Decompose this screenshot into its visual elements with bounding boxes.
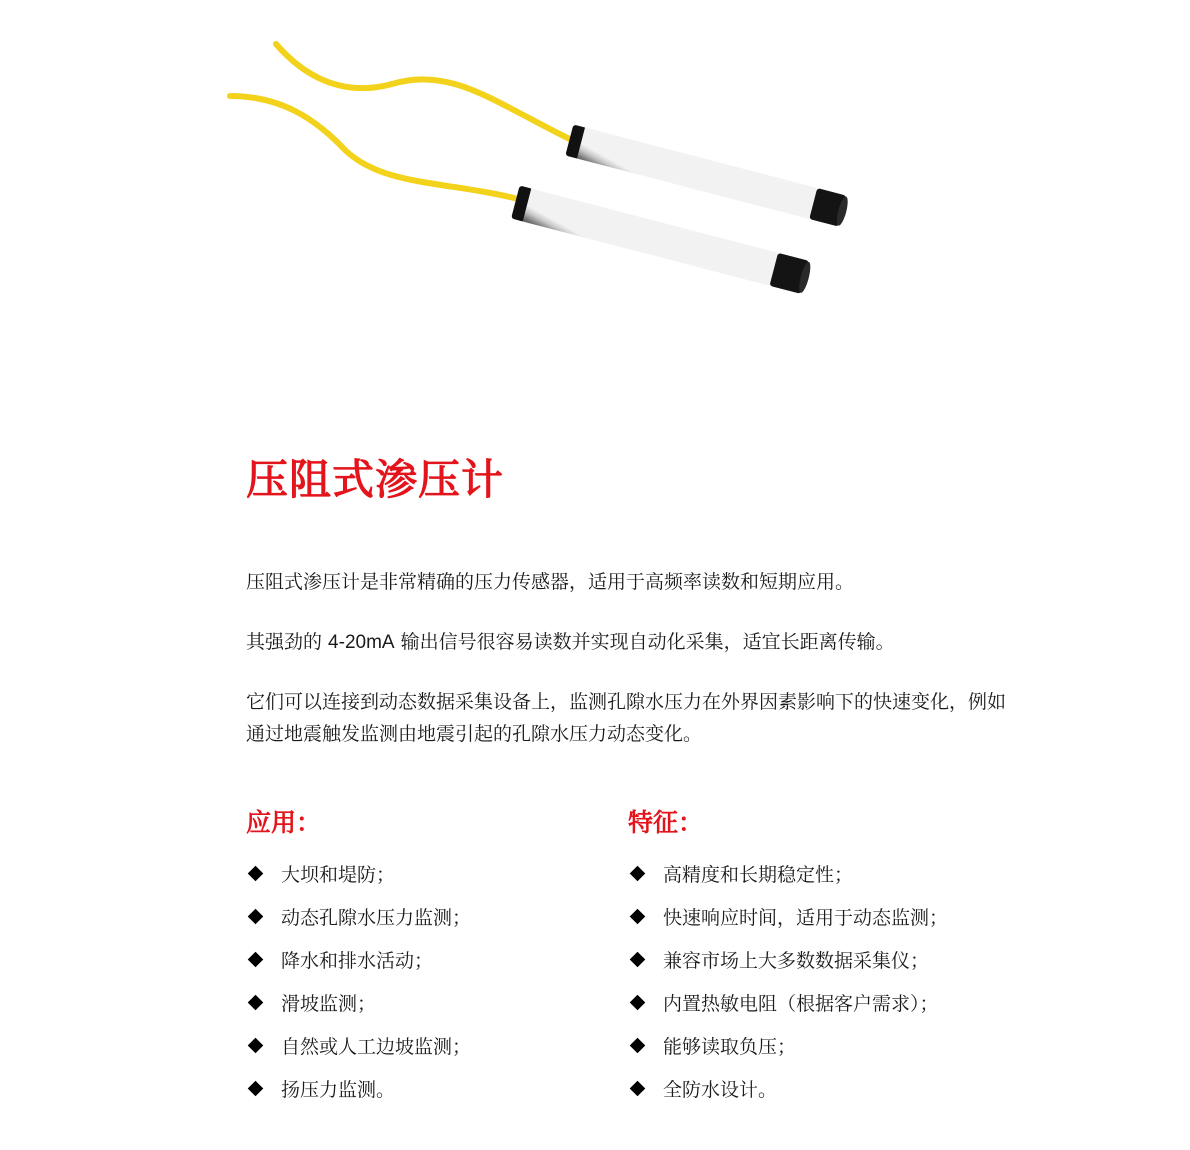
page-title: 压阻式渗压计 [246, 455, 505, 504]
application-text: 降水和排水活动； [281, 950, 434, 972]
diamond-bullet-icon [630, 909, 646, 925]
feature-item [628, 981, 948, 1024]
diamond-bullet-icon [248, 995, 264, 1011]
feature-item [628, 895, 948, 938]
features-heading: 特征： [628, 808, 704, 837]
intro-paragraph-3: 它们可以连接到动态数据采集设备上，监测孔隙水压力在外界因素影响下的快速变化，例如通过地震触发监测由地震引起的孔隙水压力动态变化。 [246, 691, 1007, 745]
product-photo [0, 0, 1190, 400]
feature-text: 全防水设计。 [663, 1079, 778, 1101]
features-list [628, 852, 948, 1110]
feature-text: 高精度和长期稳定性； [663, 864, 854, 886]
intro-paragraph-2-start: 其强劲的 [246, 631, 329, 653]
diamond-bullet-icon [248, 909, 264, 925]
feature-item [628, 938, 948, 981]
feature-text: 能够读取负压； [663, 1036, 797, 1058]
feature-text: 内置热敏电阻（根据客户需求）； [663, 993, 939, 1015]
applications-list [246, 852, 471, 1110]
feature-text: 兼容市场上大多数数据采集仪； [663, 950, 930, 972]
diamond-bullet-icon [630, 866, 646, 882]
application-item [246, 852, 471, 895]
intro-paragraph-2-end: 输出信号很容易读数并实现自动化采集，适宜长距离传输。 [394, 631, 895, 653]
application-item [246, 895, 471, 938]
applications-heading: 应用： [246, 808, 322, 837]
application-item [246, 981, 471, 1024]
feature-item [628, 1067, 948, 1110]
intro-paragraph-1: 压阻式渗压计是非常精确的压力传感器，适用于高频率读数和短期应用。 [246, 571, 855, 593]
diamond-bullet-icon [630, 1038, 646, 1054]
application-item [246, 1024, 471, 1067]
diamond-bullet-icon [630, 995, 646, 1011]
diamond-bullet-icon [248, 1038, 264, 1054]
application-text: 大坝和堤防； [281, 864, 396, 886]
application-text: 自然或人工边坡监测； [281, 1036, 472, 1058]
application-item [246, 938, 471, 981]
intro-paragraph-2 [246, 626, 1016, 659]
diamond-bullet-icon [630, 952, 646, 968]
diamond-bullet-icon [248, 1081, 264, 1097]
application-text: 滑坡监测； [281, 993, 377, 1015]
feature-item [628, 852, 948, 895]
output-signal-spec: 4-20mA [328, 632, 395, 653]
cable-lower [230, 96, 530, 202]
diamond-bullet-icon [630, 1081, 646, 1097]
feature-text: 快速响应时间，适用于动态监测； [663, 907, 949, 929]
application-text: 扬压力监测。 [281, 1079, 396, 1101]
application-item [246, 1067, 471, 1110]
diamond-bullet-icon [248, 866, 264, 882]
feature-item [628, 1024, 948, 1067]
diamond-bullet-icon [248, 952, 264, 968]
application-text: 动态孔隙水压力监测； [281, 907, 472, 929]
